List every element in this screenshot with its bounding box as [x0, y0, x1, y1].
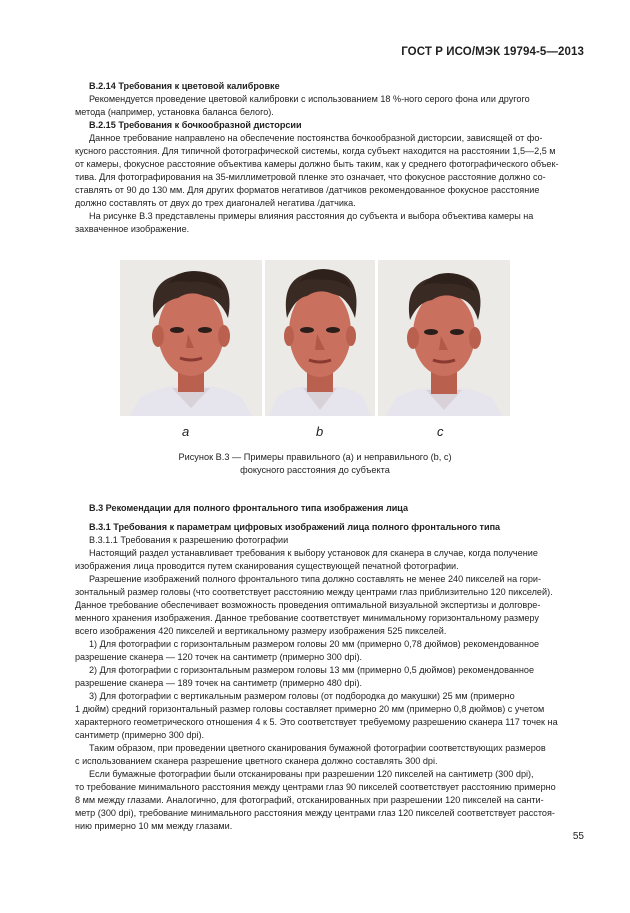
figure-label-a: a: [182, 424, 190, 439]
paragraph-line: 1 дюйм) средний горизонтальный размер головы составляет примерно 20 мм (примерно 0,8 дюймов) с учетом: [75, 704, 545, 714]
paragraph-line: 3) Для фотографии с вертикальным размером головы (от подбородка до макушки) 25 мм (примерно: [89, 691, 515, 701]
paragraph-line: Рекомендуется проведение цветовой калибровки с использованием 18 %-ного серого фона или другого: [89, 94, 530, 104]
paragraph-line: ставлять от 90 до 130 мм. Для других форматов негативов /датчиков рекомендованное фокусное расстояние: [75, 185, 540, 195]
paragraph-line: Если бумажные фотографии были отсканированы при разрешении 120 пикселей на сантиметр (300 dpi),: [89, 769, 534, 779]
paragraph-line: 8 мм между глазами. Аналогично, для фотографий, отсканированных при разрешении 120 пикселей на санти-: [75, 795, 544, 805]
section-b31: [75, 521, 583, 833]
section-heading: B.3 Рекомендации для полного фронтального типа изображения лица: [89, 503, 409, 513]
paragraph-line: Разрешение изображений полного фронтального типа должно составлять не менее 240 пикселей на гори-: [89, 574, 541, 584]
subsubsection-heading: B.3.1.1 Требования к разрешению фотографии: [89, 535, 289, 545]
paragraph-line: разрешение сканера — 120 точек на сантиметр (примерно 300 dpi).: [75, 652, 363, 662]
paragraph-line: зонтальный размер головы (что соответствует расстоянию между центрами глаз приблизительно 120 пикселей).: [75, 587, 553, 597]
paragraph-line: менного хранения изображения. Данное требование соответствует минимальному горизонтальному размеру: [75, 613, 539, 623]
paragraph-line: должно составлять от двух до трех диагоналей негатива /датчика.: [75, 198, 356, 208]
paragraph-line: 2) Для фотографии с горизонтальным размером головы 13 мм (примерно 0,5 дюймов) рекомендованное: [89, 665, 535, 675]
figure-labels: [120, 424, 510, 440]
figure-b3: [120, 260, 510, 416]
page-number: 55: [572, 831, 584, 842]
figure-label-b: b: [316, 424, 324, 439]
caption-line: фокусного расстояния до субъекта: [240, 465, 390, 475]
paragraph-line: всего изображения 420 пикселей и вертикальному размеру изображения 525 пикселей.: [75, 626, 447, 636]
paragraph-line: метр (300 dpi), требование минимального расстояния между центрами глаз 120 пикселей соответствует расстоя-: [75, 808, 555, 818]
paragraph-line: сантиметр (примерно 300 dpi).: [75, 730, 205, 740]
paragraph-line: Настоящий раздел устанавливает требования к выбору установок для сканера в случае, когда получение: [89, 548, 538, 558]
paragraph-line: изображения лица проводится путем сканирования существующей печатной фотографии.: [75, 561, 459, 571]
paragraph-line: На рисунке B.3 представлены примеры влияния расстояния до субъекта и выбора объектива камеры на: [89, 211, 534, 221]
document-header: ГОСТ Р ИСО/МЭК 19794-5—2013: [401, 46, 584, 58]
paragraph-line: захваченное изображение.: [75, 224, 190, 234]
figure-caption: [75, 451, 555, 477]
paragraph-line: то требование минимального расстояния между центрами глаз 90 пикселей соответствует расстоянию примерно: [75, 782, 556, 792]
paragraph-line: разрешение сканера — 189 точек на сантиметр (примерно 480 dpi).: [75, 678, 363, 688]
paragraph-line: характерного геометрического отношения 4 к 5. Это соответствует требуемому разрешению сканера 117 точек на: [75, 717, 558, 727]
paragraph-line: тива. Для фотографирования на 35-миллиметровой пленке это означает, что фокусное расстояние должно со-: [75, 172, 546, 182]
paragraph-line: Таким образом, при проведении цветного сканирования бумажной фотографии соответствующих размеров: [89, 743, 546, 753]
paragraph-line: кусного расстояния. Для типичной фотографической системы, когда субъект находится на расстоянии 1,5—2,5 м: [75, 146, 556, 156]
paragraph-line: от камеры, фокусное расстояние объектива камеры должно быть таким, как у среднего фотографического объек-: [75, 159, 559, 169]
photo-a: [120, 260, 262, 416]
paragraph-line: Данное требование обеспечивает возможность проведения оптимальной визуальной экспертизы и долговре-: [75, 600, 541, 610]
photo-b: [265, 260, 375, 416]
section-b3: [75, 502, 583, 515]
subsection-heading: B.3.1 Требования к параметрам цифровых изображений лица полного фронтального типа: [89, 522, 501, 532]
photo-c: [378, 260, 510, 416]
paragraph-line: с использованием сканера разрешение цветного сканера должно составлять 300 dpi.: [75, 756, 438, 766]
paragraph-line: 1) Для фотографии с горизонтальным размером головы 20 мм (примерно 0,78 дюймов) рекомендованное: [89, 639, 540, 649]
caption-line: Рисунок B.3 — Примеры правильного (a) и неправильного (b, c): [178, 452, 452, 462]
paragraph-line: Данное требование направлено на обеспечение постоянства бочкообразной дисторсии, зависящей от фо-: [89, 133, 543, 143]
section-b215: [75, 119, 583, 236]
paragraph-line: метода (например, установка баланса белого).: [75, 107, 274, 117]
paragraph-line: нию примерно 10 мм между глазами.: [75, 821, 233, 831]
section-heading: B.2.15 Требования к бочкообразной дисторсии: [89, 120, 302, 130]
section-b214: [75, 80, 583, 119]
section-heading: B.2.14 Требования к цветовой калибровке: [89, 81, 280, 91]
figure-label-c: c: [437, 424, 444, 439]
